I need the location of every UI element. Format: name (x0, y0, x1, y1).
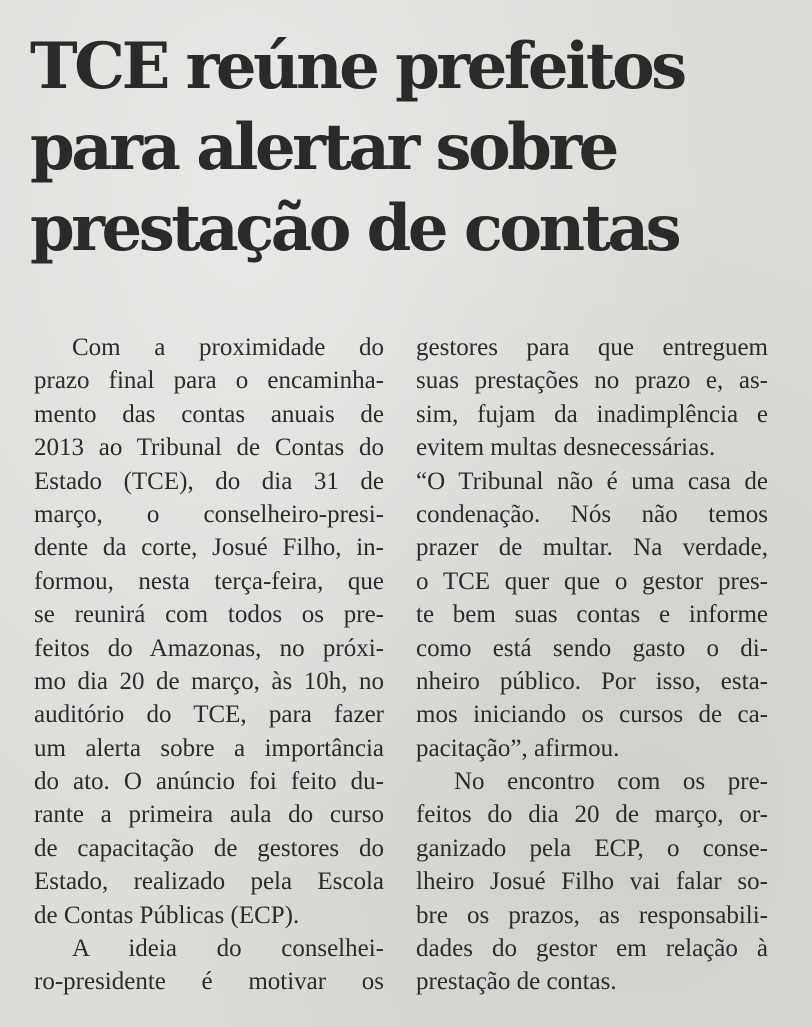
body-line: formou, nesta terça-feira, que (34, 567, 384, 595)
body-line: do ato. O anúncio foi feito du- (34, 768, 384, 796)
body-line: rante a primeira aula do curso (34, 801, 384, 829)
body-line: prazer de multar. Na verdade, (416, 534, 768, 562)
headline-line: prestação de contas (30, 191, 679, 266)
headline-line: TCE reúne prefeitos (30, 29, 684, 104)
body-line: prazo final para o encaminha- (34, 367, 384, 395)
body-line: condenação. Nós não temos (416, 500, 768, 528)
body-line: No encontro com os pre- (454, 768, 768, 796)
body-line: feitos do dia 20 de março, or- (416, 801, 768, 829)
body-line: mos iniciando os cursos de ca- (416, 701, 768, 729)
body-line: março, o conselheiro-presi- (34, 500, 384, 528)
body-line: auditório do TCE, para fazer (34, 701, 384, 729)
body-line: mo dia 20 de março, às 10h, no (34, 667, 384, 695)
body-line: ganizado pela ECP, o conse- (416, 834, 768, 862)
body-line: feitos do Amazonas, no próxi- (34, 634, 384, 662)
body-line: mento das contas anuais de (34, 400, 384, 428)
body-line: Estado, realizado pela Escola (34, 868, 384, 896)
body-line: 2013 ao Tribunal de Contas do (34, 434, 384, 462)
article-column-right (416, 331, 768, 999)
body-line: pacitação”, afirmou. (416, 734, 620, 762)
body-line: dente da corte, Josué Filho, in- (34, 534, 384, 562)
body-line: evitem multas desnecessárias. (416, 434, 716, 462)
body-line: de Contas Públicas (ECP). (34, 901, 300, 929)
headline-line: para alertar sobre (30, 110, 616, 185)
body-line: nheiro público. Por isso, esta- (416, 667, 768, 695)
body-line: o TCE quer que o gestor pres- (416, 567, 768, 595)
body-line: se reunirá com todos os pre- (34, 601, 384, 629)
body-line: A ideia do conselhei- (72, 935, 384, 963)
body-line: gestores para que entreguem (416, 334, 768, 361)
body-line: “O Tribunal não é uma casa de (416, 467, 768, 495)
headline (30, 26, 790, 269)
body-line: prestação de contas. (416, 968, 617, 996)
body-line: suas prestações no prazo e, as- (416, 367, 768, 395)
body-line: dades do gestor em relação à (416, 935, 768, 963)
body-line: sim, fujam da inadimplência e (416, 400, 768, 428)
body-line: como está sendo gasto o di- (416, 634, 768, 662)
body-line: lheiro Josué Filho vai falar so- (416, 868, 768, 896)
body-line: Estado (TCE), do dia 31 de (34, 467, 384, 495)
article-column-left (34, 331, 384, 999)
body-line: de capacitação de gestores do (34, 834, 384, 862)
body-line: bre os prazos, as responsabili- (416, 901, 768, 929)
body-line: ro-presidente é motivar os (34, 968, 384, 996)
body-line: Com a proximidade do (72, 334, 384, 361)
body-line: te bem suas contas e informe (416, 601, 768, 629)
body-line: um alerta sobre a importância (34, 734, 384, 762)
